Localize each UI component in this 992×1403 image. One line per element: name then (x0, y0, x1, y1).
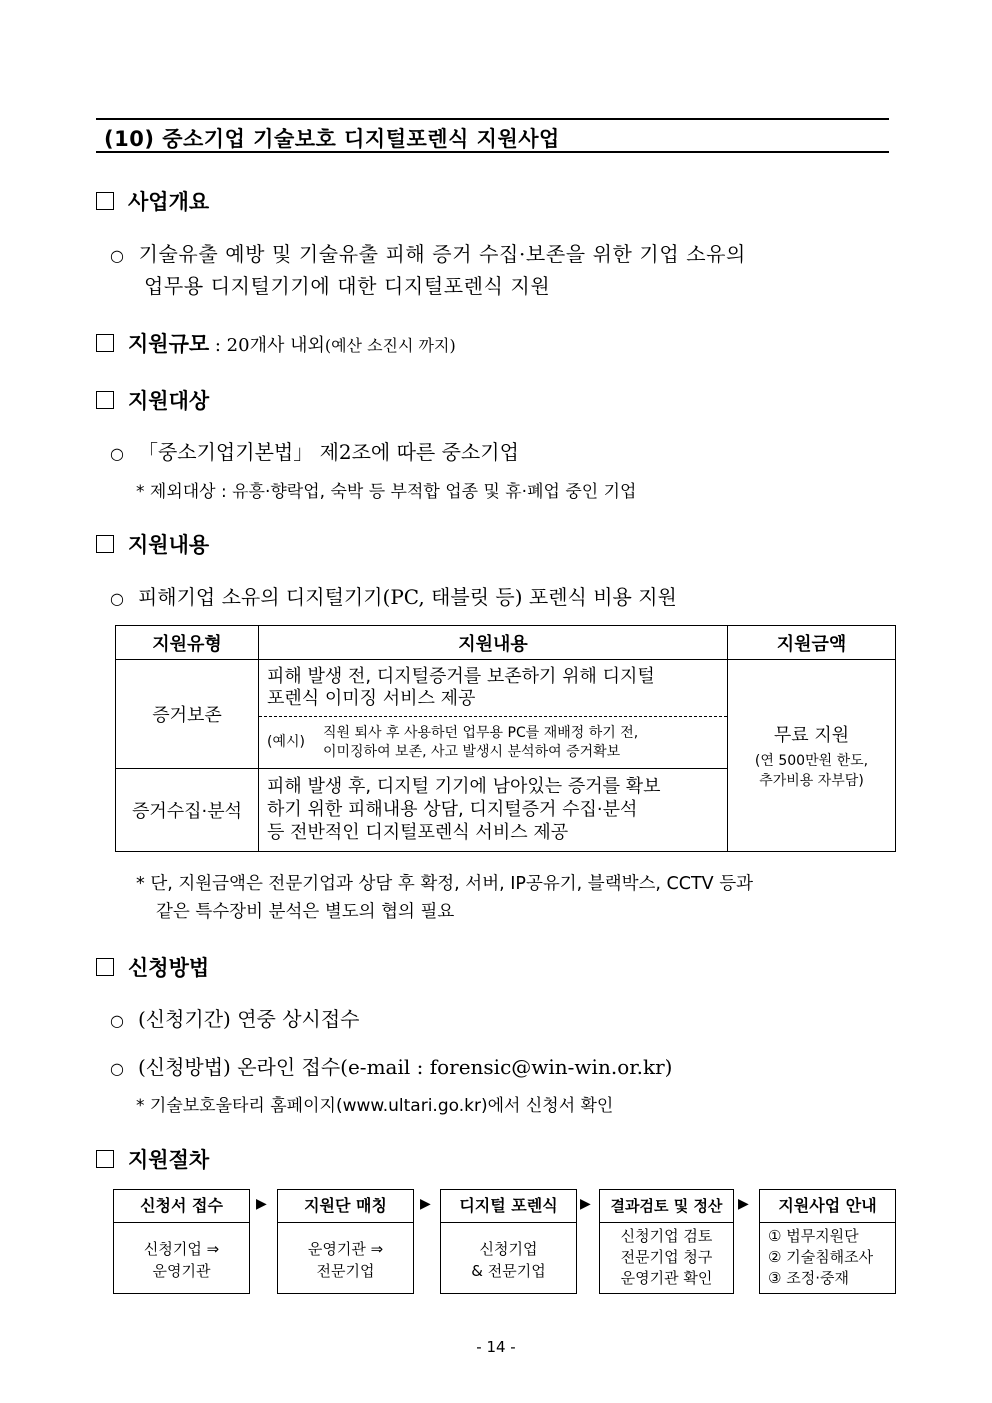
scale-value: : 20개사 내외 (209, 335, 325, 356)
target-line: 「중소기업기본법」 제2조에 따른 중소기업 (137, 440, 519, 464)
overview-bullet (110, 238, 746, 267)
content-line: 피해기업 소유의 디지털기기(PC, 태블릿 등) 포렌식 비용 지원 (137, 585, 677, 609)
step-title: 지원단 매칭 (278, 1190, 413, 1223)
scale-note: (예산 소진시 까지) (324, 336, 456, 355)
table-header: 지원금액 (728, 626, 896, 660)
row1-desc (259, 660, 728, 717)
step-line: 운영기관 (152, 1262, 211, 1280)
section-apply (96, 952, 209, 982)
support-table (115, 625, 896, 852)
arrow-right-icon: ▶ (580, 1196, 591, 1212)
content-note1: * 단, 지원금액은 전문기업과 상담 후 확정, 서버, IP공유기, 블랙박스, CCTV 등과 (136, 874, 754, 894)
square-bullet-icon (96, 958, 114, 976)
arrow-right-icon: ▶ (738, 1196, 749, 1212)
table-header-row (116, 626, 896, 660)
section-scale (96, 328, 456, 358)
section-heading: 지원대상 (128, 389, 210, 413)
row2-desc-line: 등 전반적인 디지털포렌식 서비스 제공 (267, 822, 569, 844)
step-line: & 전문기업 (471, 1262, 546, 1280)
section-overview (96, 186, 209, 216)
procedure-step (277, 1189, 414, 1294)
target-exclusion: * 제외대상 : 유흥·향락업, 숙박 등 부적합 업종 및 휴·폐업 중인 기업 (136, 482, 637, 502)
step-title: 결과검토 및 정산 (600, 1190, 733, 1223)
square-bullet-icon (96, 334, 114, 352)
square-bullet-icon (96, 391, 114, 409)
row2-type: 증거수집·분석 (116, 768, 259, 851)
circle-bullet-icon: ○ (110, 1059, 124, 1078)
apply-period-bullet (110, 1003, 360, 1032)
example-cell (259, 717, 728, 768)
step-line: ① 법무지원단 (768, 1227, 859, 1245)
overview-line1: 기술유출 예방 및 기술유출 피해 증거 수집·보존을 위한 기업 소유의 (138, 242, 746, 266)
example-line: 직원 퇴사 후 사용하던 업무용 PC를 재배정 하기 전, (322, 724, 639, 741)
apply-period: (신청기간) 연중 상시접수 (137, 1007, 360, 1031)
example-label: (예시) (267, 734, 305, 750)
circle-bullet-icon: ○ (110, 1011, 124, 1030)
step-line: 신청기업 검토 (620, 1227, 713, 1245)
section-heading: 신청방법 (128, 956, 210, 980)
row1-desc-line: 포렌식 이미징 서비스 제공 (267, 688, 476, 710)
row1-desc-line: 피해 발생 전, 디지털증거를 보존하기 위해 디지털 (267, 666, 655, 688)
table-row (116, 660, 896, 717)
example-line: 이미징하여 보존, 사고 발생시 분석하여 증거확보 (322, 743, 621, 760)
square-bullet-icon (96, 192, 114, 210)
square-bullet-icon (96, 1150, 114, 1168)
section-content (96, 529, 209, 559)
content-note2: 같은 특수장비 분석은 별도의 협의 필요 (156, 902, 455, 922)
apply-method: (신청방법) 온라인 접수(e-mail : forensic@win-win.or.kr) (137, 1055, 673, 1079)
target-bullet (110, 436, 519, 465)
page-number: - 14 - (476, 1338, 516, 1356)
step-line: 운영기관 확인 (620, 1269, 713, 1287)
arrow-right-icon: ▶ (420, 1196, 431, 1212)
overview-line2: 업무용 디지털기기에 대한 디지털포렌식 지원 (144, 274, 551, 298)
step-line: 운영기관 ⇒ (307, 1240, 384, 1258)
title-bar (96, 118, 889, 153)
amount-note: 추가비용 자부담) (759, 772, 864, 789)
amount-cell (728, 660, 896, 852)
step-line: 신청기업 ⇒ (143, 1240, 220, 1258)
section-heading: 지원규모 (128, 332, 210, 356)
step-line: 신청기업 (479, 1240, 538, 1258)
procedure-step (759, 1189, 896, 1294)
amount-text: 무료 지원 (773, 724, 850, 746)
step-title: 디지털 포렌식 (441, 1190, 576, 1223)
apply-method-bullet (110, 1051, 672, 1080)
section-procedure (96, 1144, 209, 1174)
circle-bullet-icon: ○ (110, 246, 125, 265)
circle-bullet-icon: ○ (110, 589, 124, 608)
procedure-step (599, 1189, 734, 1294)
amount-note: (연 500만원 한도, (754, 752, 869, 769)
section-heading: 사업개요 (128, 190, 210, 214)
procedure-step (113, 1189, 250, 1294)
square-bullet-icon (96, 535, 114, 553)
table-header: 지원유형 (116, 626, 259, 660)
step-title: 지원사업 안내 (760, 1190, 895, 1223)
apply-note: * 기술보호울타리 홈페이지(www.ultari.go.kr)에서 신청서 확인 (136, 1096, 614, 1116)
section-target (96, 385, 209, 415)
step-line: 전문기업 청구 (620, 1248, 713, 1266)
section-heading: 지원내용 (128, 533, 210, 557)
step-line: ② 기술침해조사 (768, 1248, 874, 1266)
row1-type: 증거보존 (116, 660, 259, 768)
row2-desc-line: 피해 발생 후, 디지털 기기에 남아있는 증거를 확보 (267, 776, 661, 798)
row2-desc-line: 하기 위한 피해내용 상담, 디지털증거 수집·분석 (267, 799, 638, 821)
step-line: ③ 조정·중재 (768, 1269, 849, 1287)
row2-desc (259, 768, 728, 851)
page-title: (10) 중소기업 기술보호 디지털포렌식 지원사업 (104, 127, 560, 151)
step-title: 신청서 접수 (114, 1190, 249, 1223)
content-bullet (110, 581, 677, 610)
section-heading: 지원절차 (128, 1148, 210, 1172)
arrow-right-icon: ▶ (256, 1196, 267, 1212)
table-header: 지원내용 (259, 626, 728, 660)
step-line: 전문기업 (316, 1262, 375, 1280)
circle-bullet-icon: ○ (110, 444, 124, 463)
procedure-step (440, 1189, 577, 1294)
